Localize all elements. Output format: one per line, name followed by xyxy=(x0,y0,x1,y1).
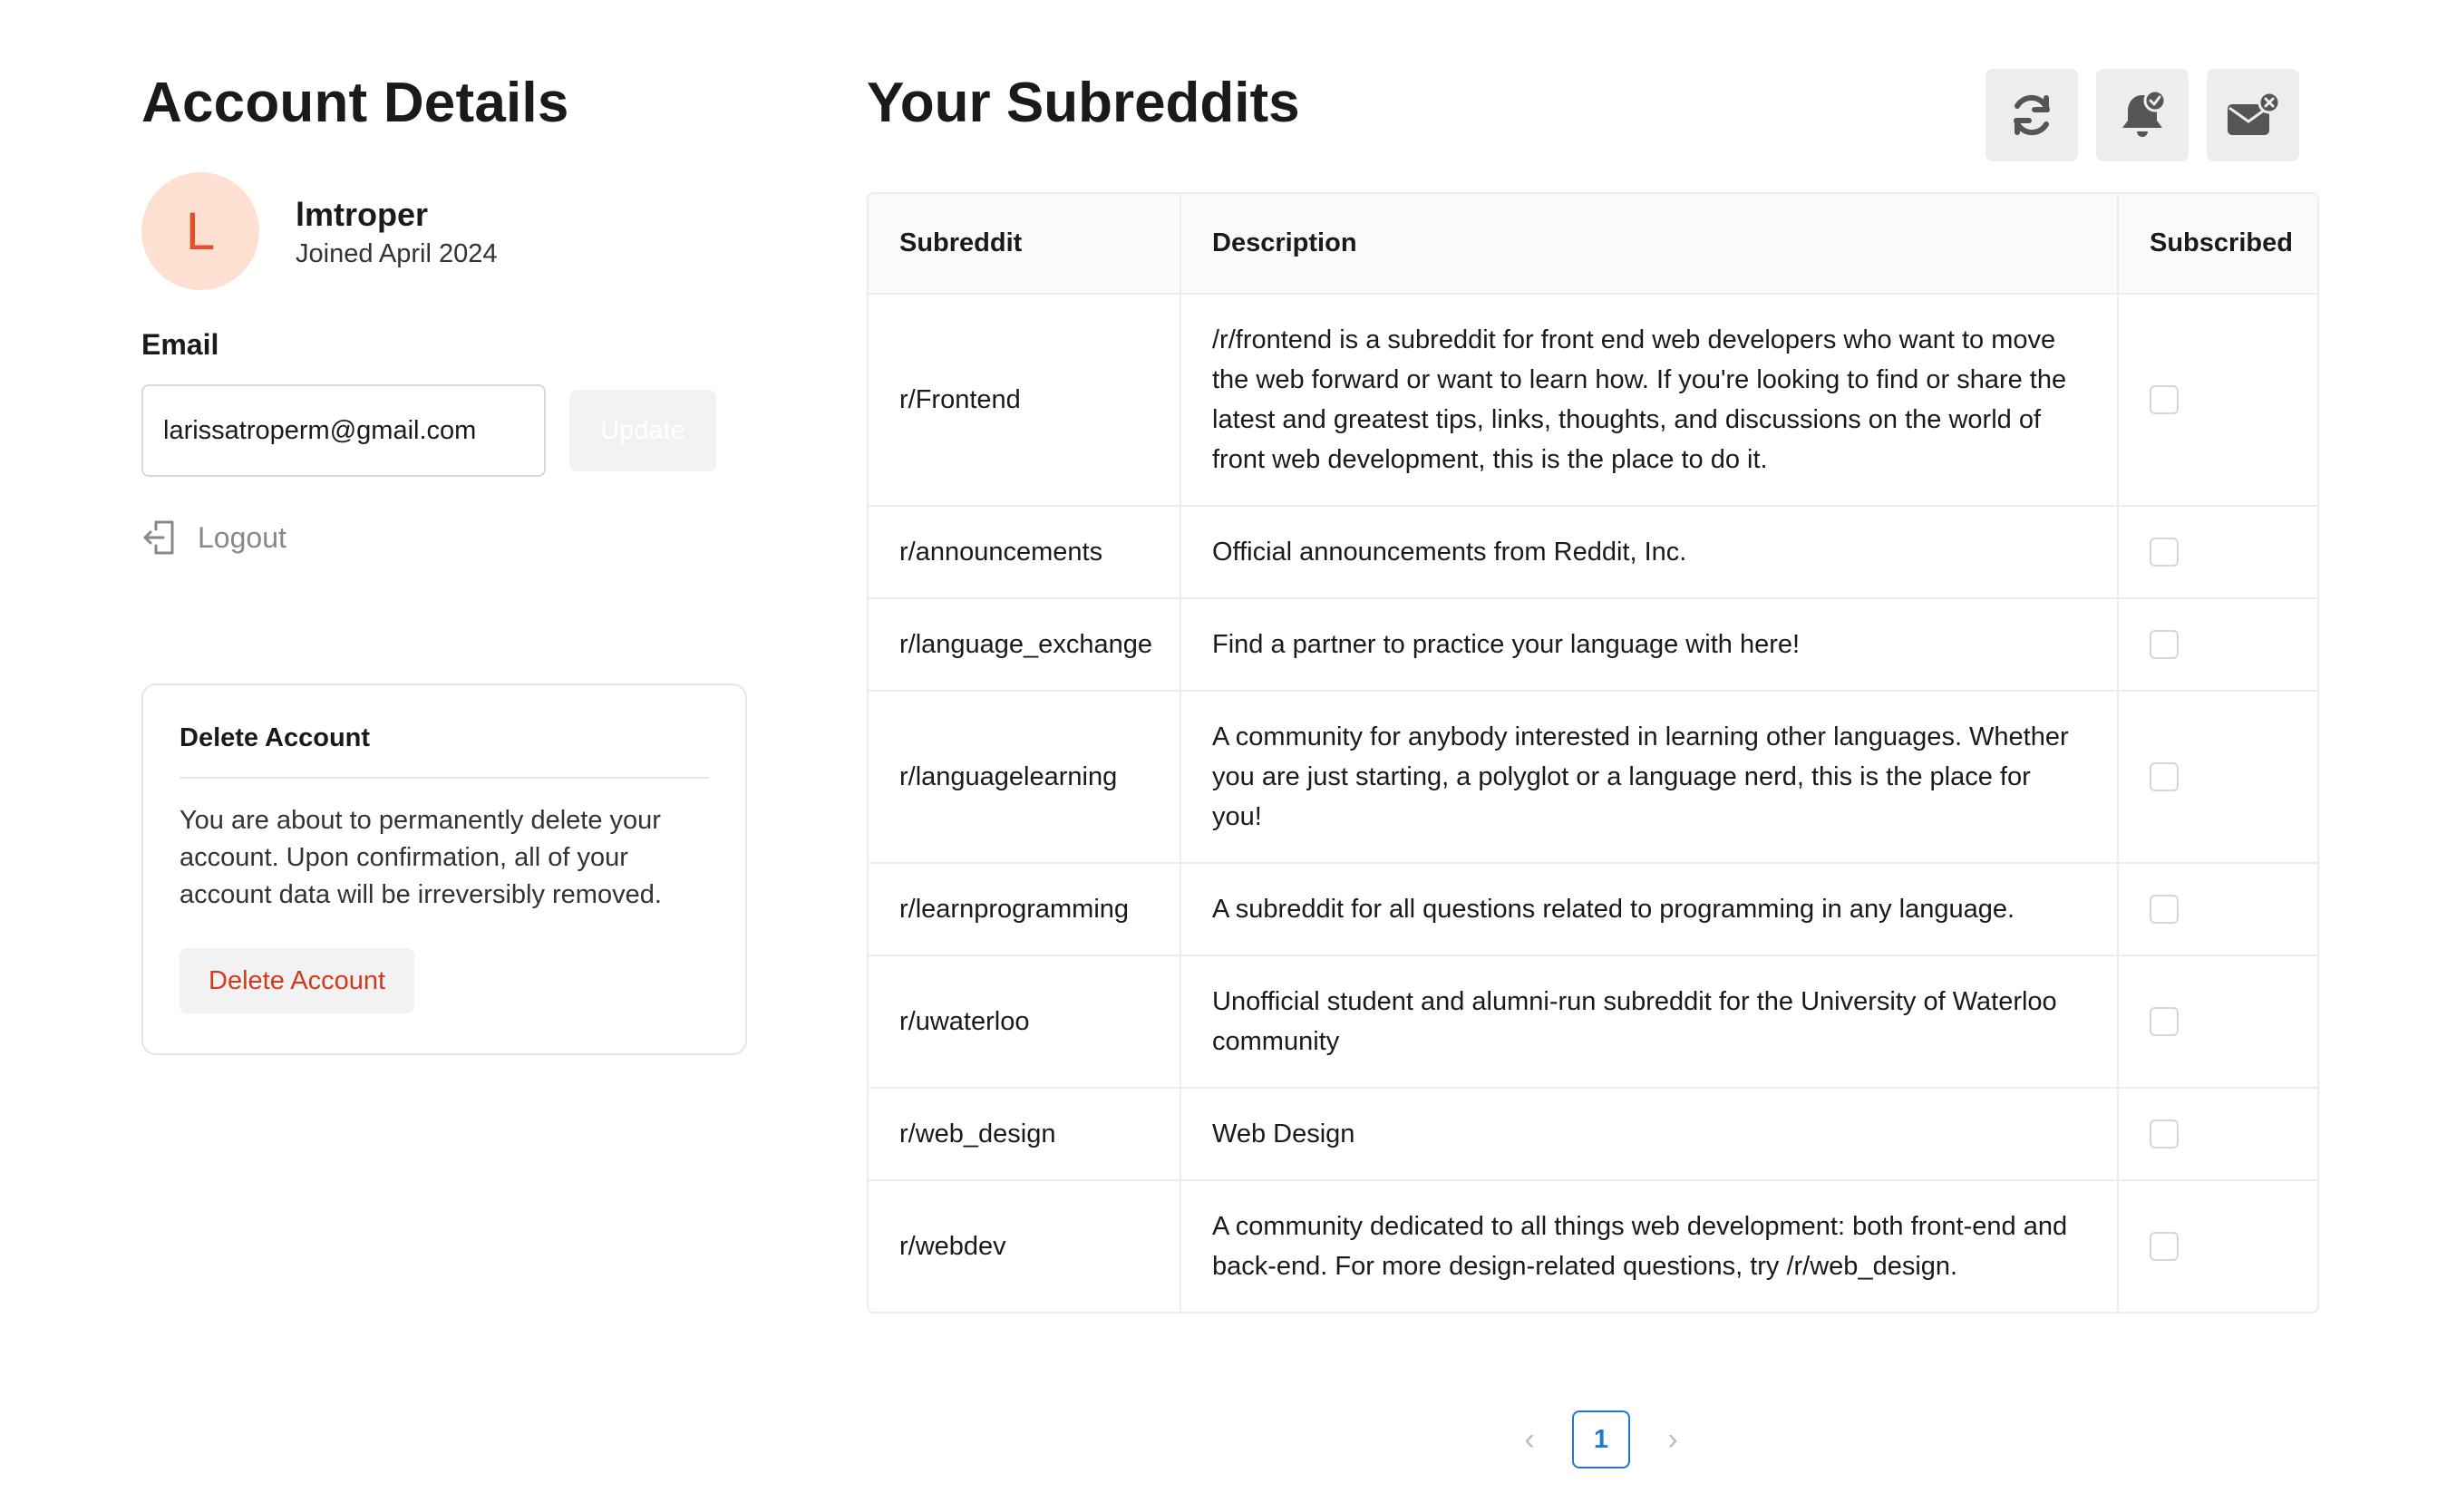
refresh-icon xyxy=(2006,90,2057,141)
column-header-subscribed: Subscribed xyxy=(2118,194,2319,294)
profile xyxy=(141,172,498,290)
delete-card-title: Delete Account xyxy=(180,723,709,779)
chevron-left-icon[interactable]: ‹ xyxy=(1524,1421,1535,1457)
pagination xyxy=(1487,1410,1715,1468)
subscribed-cell xyxy=(2118,1180,2319,1312)
profile-text xyxy=(296,194,498,269)
table-row xyxy=(869,598,2319,691)
email-label: Email xyxy=(141,328,219,361)
joined-date: Joined April 2024 xyxy=(296,238,498,268)
chevron-right-icon[interactable]: › xyxy=(1667,1421,1678,1457)
subreddit-description: /r/frontend is a subreddit for front end web developers who want to move the web forward or want to learn how. If you're looking to find or share the latest and greatest tips, links, thoughts, and discussions on the world of front web development, this is the place to do it. xyxy=(1180,294,2118,506)
table-row xyxy=(869,294,2319,506)
subscribed-cell xyxy=(2118,863,2319,955)
email-field[interactable] xyxy=(141,384,546,477)
subscribed-checkbox[interactable] xyxy=(2150,1232,2179,1261)
subscribed-checkbox[interactable] xyxy=(2150,538,2179,567)
delete-account-button[interactable]: Delete Account xyxy=(180,948,414,1013)
logout-button[interactable] xyxy=(141,519,286,557)
subreddit-name: r/language_exchange xyxy=(869,598,1180,691)
subreddit-description: A subreddit for all questions related to programming in any language. xyxy=(1180,863,2118,955)
page-title: Account Details xyxy=(141,72,569,134)
mail-x-icon xyxy=(2224,88,2282,142)
bell-check-icon xyxy=(2115,88,2170,142)
subreddit-description: A community for anybody interested in learning other languages. Whether you are just starting, a polyglot or a language nerd, this is the place for you! xyxy=(1180,691,2118,863)
subscribed-checkbox[interactable] xyxy=(2150,630,2179,659)
refresh-button[interactable] xyxy=(1986,69,2078,161)
table-row xyxy=(869,863,2319,955)
subscribed-checkbox[interactable] xyxy=(2150,762,2179,791)
account-panel xyxy=(141,65,749,995)
avatar: L xyxy=(141,172,259,290)
subreddit-description: Official announcements from Reddit, Inc. xyxy=(1180,506,2118,598)
table-header-row xyxy=(869,194,2319,294)
subreddit-description: A community dedicated to all things web development: both front-end and back-end. For more design-related questions, try /r/web_design. xyxy=(1180,1180,2118,1312)
toolbar xyxy=(1986,69,2317,161)
subreddit-name: r/Frontend xyxy=(869,294,1180,506)
mail-button[interactable] xyxy=(2207,69,2299,161)
subreddit-description: Web Design xyxy=(1180,1088,2118,1180)
username: lmtroper xyxy=(296,195,429,233)
subreddit-description: Find a partner to practice your language with here! xyxy=(1180,598,2118,691)
page-button-current[interactable]: 1 xyxy=(1572,1410,1630,1468)
update-button[interactable]: Update xyxy=(569,390,716,471)
table-row xyxy=(869,1180,2319,1312)
subreddit-description: Unofficial student and alumni-run subreddit for the University of Waterloo community xyxy=(1180,955,2118,1088)
subscribed-cell xyxy=(2118,1088,2319,1180)
subreddits-title: Your Subreddits xyxy=(867,72,1300,134)
table-row xyxy=(869,955,2319,1088)
notifications-button[interactable] xyxy=(2096,69,2189,161)
table-row xyxy=(869,691,2319,863)
subreddits-table xyxy=(867,192,2319,1313)
delete-card-text: You are about to permanently delete your account. Upon confirmation, all of your account data will be irreversibly removed. xyxy=(180,806,662,909)
subscribed-cell xyxy=(2118,955,2319,1088)
subreddit-name: r/web_design xyxy=(869,1088,1180,1180)
subscribed-cell xyxy=(2118,598,2319,691)
subreddit-name: r/announcements xyxy=(869,506,1180,598)
column-header-description: Description xyxy=(1180,194,2118,294)
logout-icon xyxy=(141,519,178,557)
subscribed-cell xyxy=(2118,294,2319,506)
subreddit-name: r/webdev xyxy=(869,1180,1180,1312)
subscribed-checkbox[interactable] xyxy=(2150,1119,2179,1149)
subscribed-cell xyxy=(2118,691,2319,863)
subreddit-name: r/uwaterloo xyxy=(869,955,1180,1088)
subscribed-cell xyxy=(2118,506,2319,598)
table-row xyxy=(869,1088,2319,1180)
subscribed-checkbox[interactable] xyxy=(2150,1007,2179,1036)
logout-label: Logout xyxy=(198,520,286,554)
subreddit-name: r/languagelearning xyxy=(869,691,1180,863)
email-row xyxy=(141,384,716,477)
table-row xyxy=(869,506,2319,598)
delete-account-card xyxy=(141,683,747,1055)
subreddit-name: r/learnprogramming xyxy=(869,863,1180,955)
column-header-subreddit: Subreddit xyxy=(869,194,1180,294)
subscribed-checkbox[interactable] xyxy=(2150,385,2179,414)
subscribed-checkbox[interactable] xyxy=(2150,895,2179,924)
